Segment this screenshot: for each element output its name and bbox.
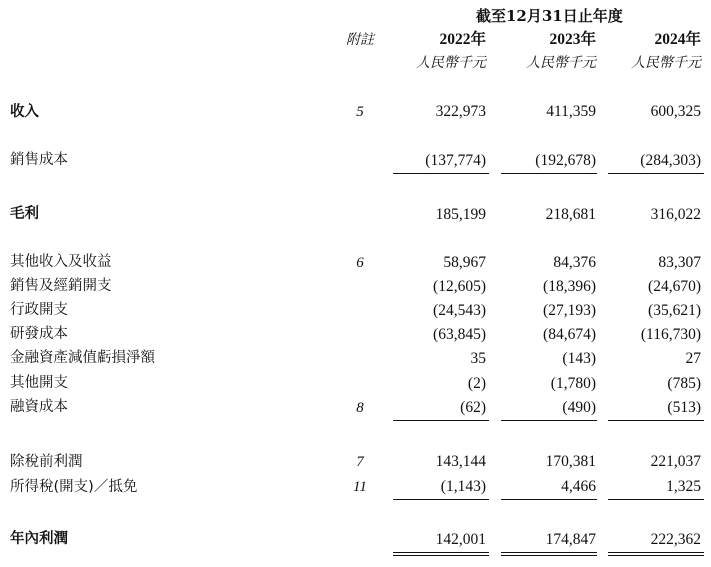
row-value-other-income-2022: 58,967 (443, 254, 486, 271)
row-note-finance-costs: 8 (356, 400, 364, 416)
row-value-gross-profit-2023: 218,681 (545, 206, 596, 223)
year-header-2023: 2023年 (549, 31, 596, 48)
row-label-profit-before-tax: 除稅前利潤 (10, 454, 83, 470)
row-label-impairment: 金融資產減值虧損淨額 (10, 350, 155, 366)
row-value-other-expenses-2024: (785) (667, 375, 701, 392)
row-label-other-expenses: 其他開支 (10, 375, 68, 391)
row-value-rnd-costs-2022: (63,845) (433, 326, 486, 343)
unit-header-2023: 人民幣千元 (526, 55, 596, 71)
row-value-revenue-2023: 411,359 (546, 103, 596, 120)
subtotal-rule-2023 (501, 499, 597, 500)
total-double-rule-2024 (608, 552, 704, 556)
row-value-profit-before-tax-2024: 221,037 (650, 453, 701, 470)
row-value-finance-costs-2023: (490) (562, 399, 596, 416)
row-value-admin-expenses-2023: (27,193) (543, 302, 596, 319)
row-value-income-tax-2023: 4,466 (561, 478, 596, 495)
row-value-profit-for-year-2023: 174,847 (545, 531, 596, 548)
row-value-gross-profit-2022: 185,199 (435, 206, 486, 223)
row-value-impairment-2022: 35 (470, 350, 486, 367)
subtotal-rule-2022 (393, 420, 489, 421)
row-label-income-tax: 所得稅(開支)／抵免 (10, 479, 138, 495)
row-value-income-tax-2024: 1,325 (666, 478, 701, 495)
row-label-cost-of-sales: 銷售成本 (10, 152, 68, 168)
row-value-admin-expenses-2024: (35,621) (648, 302, 701, 319)
row-value-selling-expenses-2024: (24,670) (648, 278, 701, 295)
unit-header-2024: 人民幣千元 (631, 55, 701, 71)
row-value-finance-costs-2022: (62) (460, 399, 486, 416)
row-value-selling-expenses-2022: (12,605) (433, 278, 486, 295)
subtotal-rule-2023 (501, 173, 597, 174)
subtotal-rule-2024 (608, 420, 704, 421)
row-value-cost-of-sales-2023: (192,678) (535, 152, 596, 169)
row-value-revenue-2024: 600,325 (650, 103, 701, 120)
row-value-profit-for-year-2024: 222,362 (650, 531, 701, 548)
row-value-other-income-2023: 84,376 (553, 254, 596, 271)
row-value-gross-profit-2024: 316,022 (650, 206, 701, 223)
note-column-header: 附註 (346, 32, 374, 48)
total-double-rule-2023 (501, 552, 597, 556)
row-label-profit-for-year: 年內利潤 (10, 531, 68, 547)
year-header-2024: 2024年 (654, 31, 701, 48)
subtotal-rule-2022 (393, 499, 489, 500)
row-value-rnd-costs-2024: (116,730) (640, 326, 701, 343)
row-note-other-income: 6 (356, 255, 364, 271)
row-value-income-tax-2022: (1,143) (440, 478, 486, 495)
row-value-impairment-2023: (143) (562, 350, 596, 367)
year-header-2022: 2022年 (439, 31, 486, 48)
row-label-finance-costs: 融資成本 (10, 399, 68, 415)
subtotal-rule-2024 (608, 173, 704, 174)
row-label-revenue: 收入 (10, 104, 39, 120)
subtotal-rule-2023 (501, 420, 597, 421)
row-note-profit-before-tax: 7 (356, 454, 364, 470)
row-value-profit-before-tax-2022: 143,144 (435, 453, 486, 470)
row-value-other-expenses-2023: (1,780) (550, 375, 596, 392)
subtotal-rule-2024 (608, 499, 704, 500)
row-value-cost-of-sales-2022: (137,774) (425, 152, 486, 169)
row-value-cost-of-sales-2024: (284,303) (640, 152, 701, 169)
row-label-selling-expenses: 銷售及經銷開支 (10, 278, 112, 294)
row-value-profit-for-year-2022: 142,001 (435, 531, 486, 548)
row-value-admin-expenses-2022: (24,543) (433, 302, 486, 319)
row-value-revenue-2022: 322,973 (435, 103, 486, 120)
row-value-other-expenses-2022: (2) (467, 375, 486, 392)
row-label-rnd-costs: 研發成本 (10, 326, 68, 342)
row-value-profit-before-tax-2023: 170,381 (545, 453, 596, 470)
subtotal-rule-2022 (393, 173, 489, 174)
row-label-other-income: 其他收入及收益 (10, 254, 112, 270)
row-value-other-income-2024: 83,307 (658, 254, 701, 271)
row-value-impairment-2024: 27 (685, 350, 701, 367)
row-note-income-tax: 11 (353, 479, 367, 495)
row-value-selling-expenses-2023: (18,396) (543, 278, 596, 295)
row-value-finance-costs-2024: (513) (667, 399, 701, 416)
row-value-rnd-costs-2023: (84,674) (543, 326, 596, 343)
unit-header-2022: 人民幣千元 (416, 55, 486, 71)
row-label-admin-expenses: 行政開支 (10, 302, 68, 318)
row-note-revenue: 5 (356, 104, 364, 120)
row-label-gross-profit: 毛利 (10, 206, 39, 222)
period-header: 截至12月31日止年度 (476, 7, 623, 25)
total-double-rule-2022 (393, 552, 489, 556)
